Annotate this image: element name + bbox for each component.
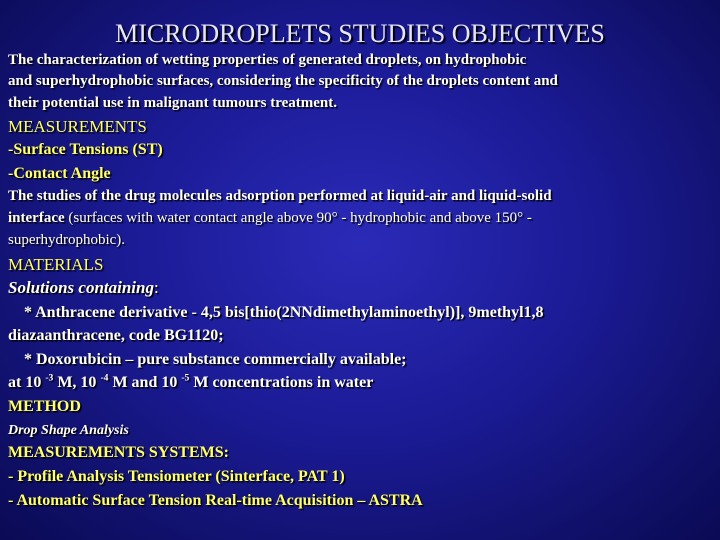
measurements-item-surface-tensions: -Surface Tensions (ST) — [8, 141, 163, 158]
studies-line-2-rest: (surfaces with water contact angle above 90° - hydrophobic and above 150° - — [64, 210, 532, 226]
conc-at: at 10 — [8, 374, 46, 391]
studies-interface-word: interface — [8, 210, 65, 226]
conc-exp-1: -3 — [45, 372, 54, 384]
concentrations-line — [8, 374, 373, 392]
systems-heading: MEASUREMENTS SYSTEMS: — [8, 444, 229, 461]
material-item-1-line-1: * Anthracene derivative - 4,5 bis[thio(2NNdimethylaminoethyl)], 9methyl1,8 — [8, 304, 544, 321]
conc-mid-1: M, 10 — [53, 374, 101, 391]
conc-end: M concentrations in water — [189, 374, 374, 391]
measurements-item-contact-angle: -Contact Angle — [8, 165, 111, 182]
conc-exp-2: -4 — [100, 372, 109, 384]
conc-mid-2: M and 10 — [108, 374, 182, 391]
studies-line-1: The studies of the drug molecules adsorption performed at liquid-air and liquid-solid — [8, 188, 552, 204]
material-item-1-line-2: diazaanthracene, code BG1120; — [8, 327, 224, 344]
solutions-colon: : — [153, 278, 159, 297]
measurements-heading: MEASUREMENTS — [8, 117, 147, 136]
solutions-line — [8, 278, 159, 298]
slide-title: MICRODROPLETS STUDIES OBJECTIVES — [115, 19, 605, 48]
studies-line-2 — [8, 210, 532, 227]
method-item: Drop Shape Analysis — [8, 423, 129, 438]
conc-exp-3: -5 — [181, 372, 190, 384]
material-item-2: * Doxorubicin – pure substance commercially available; — [8, 351, 407, 368]
studies-line-3: superhydrophobic). — [8, 232, 126, 248]
method-heading: METHOD — [8, 398, 81, 415]
materials-heading: MATERIALS — [8, 255, 104, 274]
intro-line-2: and superhydrophobic surfaces, considering the specificity of the droplets content and — [8, 73, 558, 89]
intro-line-1: The characterization of wetting properties of generated droplets, on hydrophobic — [8, 52, 527, 68]
solutions-label: Solutions containing — [8, 278, 154, 297]
systems-item-2: - Automatic Surface Tension Real-time Acquisition – ASTRA — [8, 492, 423, 509]
intro-line-3: their potential use in malignant tumours treatment. — [8, 95, 338, 111]
systems-item-1: - Profile Analysis Tensiometer (Sinterface, PAT 1) — [8, 468, 345, 485]
